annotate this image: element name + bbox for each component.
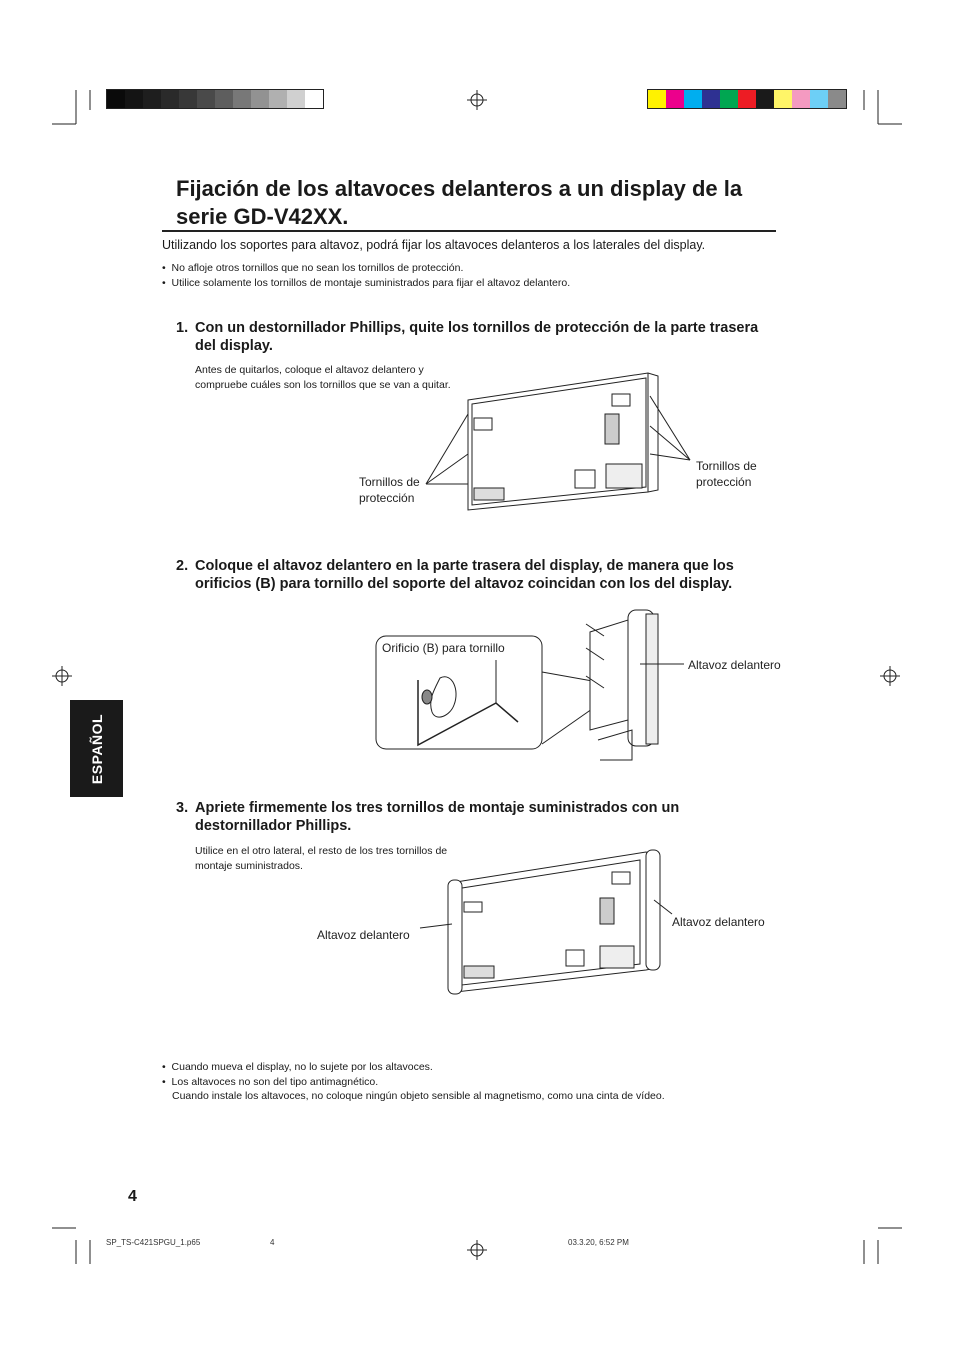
page-title: Fijación de los altavoces delanteros a un display de la serie GD-V42XX. <box>176 176 743 229</box>
step-1: 1. Con un destornillador Phillips, quite los tornillos de protección de la parte trasera del display. <box>176 320 759 354</box>
step-1-note: Antes de quitarlos, coloque el altavoz delantero y compruebe cuáles son los tornillos que se van a quitar. <box>195 364 451 391</box>
footer-datetime: 03.3.20, 6:52 PM <box>568 1238 629 1247</box>
protection-screws-label-right: Tornillos de protección <box>696 459 757 489</box>
step-3-note: Utilice en el otro lateral, el resto de los tres tornillos de montaje suministrados. <box>195 845 448 872</box>
footer-filename: SP_TS-C421SPGU_1.p65 <box>106 1238 201 1247</box>
front-speaker-label-left: Altavoz delantero <box>317 928 410 942</box>
step-2: 2. Coloque el altavoz delantero en la parte trasera del display, de manera que los orificios (B) para tornillo del soporte del altavoz coincidan con los del display. <box>176 558 734 592</box>
bullet-bottom-2: • Los altavoces no son del tipo antimagnético. <box>162 1076 379 1088</box>
bullet-top-2: • Utilice solamente los tornillos de montaje suministrados para fijar el altavoz delantero. <box>162 277 571 289</box>
bullet-bottom-1: • Cuando mueva el display, no lo sujete por los altavoces. <box>162 1061 433 1073</box>
bullet-bottom-2-continuation: Cuando instale los altavoces, no coloque ningún objeto sensible al magnetismo, como una cinta de vídeo. <box>172 1090 665 1102</box>
front-speaker-label: Altavoz delantero <box>688 658 781 672</box>
front-speaker-label-right: Altavoz delantero <box>672 915 765 929</box>
intro-text: Utilizando los soportes para altavoz, podrá fijar los altavoces delanteros a los laterales del display. <box>162 238 706 252</box>
bullet-top-1: • No afloje otros tornillos que no sean los tornillos de protección. <box>162 262 464 274</box>
protection-screws-label-left: Tornillos de protección <box>359 475 420 505</box>
hole-b-label: Orificio (B) para tornillo <box>382 641 505 655</box>
page-number: 4 <box>128 1188 137 1205</box>
footer-page: 4 <box>270 1238 275 1247</box>
language-tab: ESPAÑOL <box>70 700 123 797</box>
step-3: 3. Apriete firmemente los tres tornillos de montaje suministrados con un destornillador Phillips. <box>176 800 680 834</box>
